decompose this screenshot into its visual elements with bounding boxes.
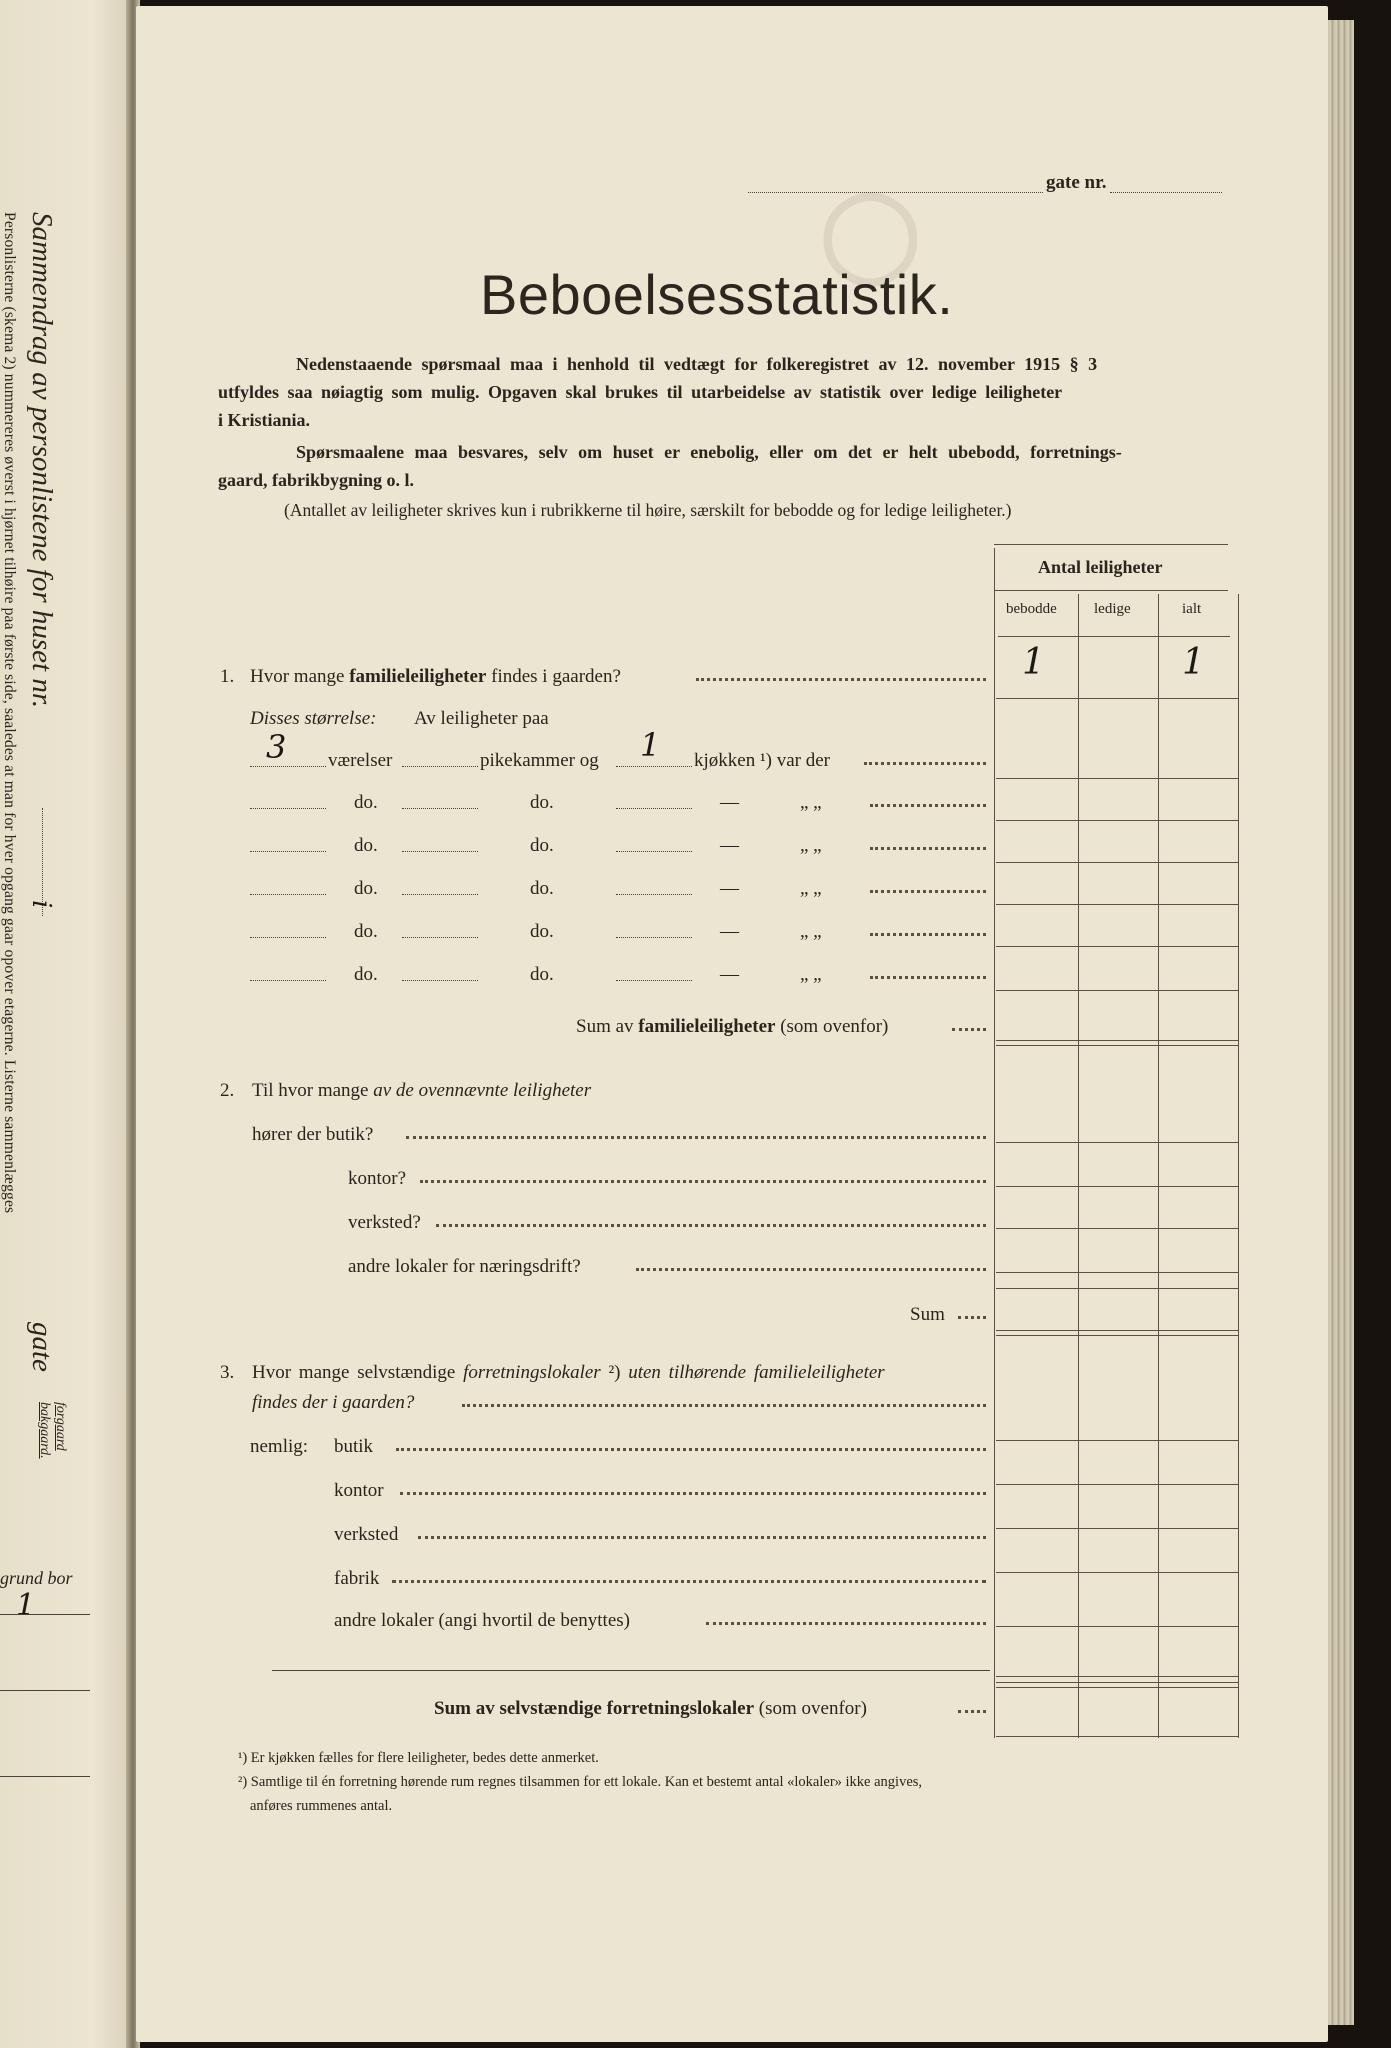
grund-bor-line xyxy=(0,1614,90,1615)
q1-size-text: Av leiligheter paa xyxy=(414,708,549,729)
left-rule-2 xyxy=(0,1776,90,1777)
left-rule-1 xyxy=(0,1690,90,1691)
background-stamp: ◯ xyxy=(820,183,921,283)
table-row-rule xyxy=(996,1626,1238,1627)
vaerelser-input-line xyxy=(250,766,326,767)
q2-sum-dots xyxy=(958,1316,986,1319)
q3-andre-dots xyxy=(706,1622,986,1625)
footnote-2-line2: anføres rummenes antal. xyxy=(250,1798,393,1814)
q3-fabrik-dots xyxy=(392,1580,986,1583)
table-row-rule xyxy=(996,1484,1238,1485)
q2-andre-dots xyxy=(636,1268,986,1271)
q3-andre-write-line xyxy=(272,1670,990,1671)
table-row-rule xyxy=(996,1440,1238,1441)
left-margin-title: Sammendrag av personlistene for huset nr. xyxy=(26,212,58,709)
left-margin-instruction: Personlisterne (skema 2) nummereres øverst i hjørnet tilhøire paa første side, saaledes at man for hver opgang gaar opover etagerne. Listerne sammenlægges xyxy=(1,212,18,1214)
table-row-rule xyxy=(996,990,1238,991)
q2-kontor: kontor? xyxy=(348,1168,407,1189)
q1-answer-ialt: 1 xyxy=(1182,642,1205,683)
q3-sum-dots xyxy=(958,1710,986,1713)
q3-sum: Sum av selvstændige forretningslokaler (som ovenfor) xyxy=(434,1698,867,1719)
forgaard-label: forgaard xyxy=(53,1402,68,1451)
q3-line2-dots xyxy=(462,1404,986,1407)
page-edges xyxy=(1328,20,1354,2025)
q2-question: Til hvor mange av de ovennævnte leiligheter xyxy=(252,1080,592,1101)
table-row-rule xyxy=(996,1288,1238,1289)
table-row-rule xyxy=(996,778,1238,779)
q3-andre: andre lokaler (angi hvortil de benyttes) xyxy=(334,1610,630,1631)
q3-kontor: kontor xyxy=(334,1480,384,1501)
table-row-rule xyxy=(996,862,1238,863)
gate-nr-dotline-2 xyxy=(1110,192,1222,193)
table-row-rule xyxy=(996,820,1238,821)
pikekammer-label: pikekammer og xyxy=(480,750,599,771)
table-row-rule xyxy=(996,1228,1238,1229)
intro-p2-line1: Spørsmaalene maa besvares, selv om huset er enebolig, eller om det er helt ubebodd, forretnings- xyxy=(296,442,1122,462)
bakgaard-label: bakgaard. xyxy=(37,1402,52,1459)
table-vline-1 xyxy=(1078,594,1079,1738)
gate-nr-label: gate nr. xyxy=(1046,172,1107,193)
kjokken-value: 1 xyxy=(640,726,661,764)
house-number-value: i xyxy=(26,900,56,909)
table-top-rule xyxy=(994,544,1228,545)
q2-butik-dots xyxy=(406,1136,986,1139)
q2-number: 2. xyxy=(220,1080,235,1101)
q3-kontor-dots xyxy=(400,1492,986,1495)
table-row-rule xyxy=(996,1572,1238,1573)
q1-size-label: Disses størrelse: xyxy=(250,708,377,729)
q1-question: Hvor mange familieleiligheter findes i gaarden? xyxy=(250,666,621,687)
table-bottom-rule xyxy=(996,1736,1238,1737)
table-row-rule xyxy=(996,1186,1238,1187)
col-ialt-header: ialt xyxy=(1182,601,1202,617)
table-row-rule xyxy=(996,1676,1238,1677)
vaerelser-value: 3 xyxy=(266,728,287,766)
q2-verksted: verksted? xyxy=(348,1212,421,1233)
table-row-rule xyxy=(996,1272,1238,1273)
grund-bor-label: grund bor xyxy=(0,1568,73,1588)
kjokken-input-line xyxy=(616,766,692,767)
q1-answer-bebodde: 1 xyxy=(1022,642,1045,683)
q3-number: 3. xyxy=(220,1362,235,1383)
table-title: Antal leiligheter xyxy=(1038,557,1163,577)
q2-verksted-dots xyxy=(436,1224,986,1227)
q1-sum-dots xyxy=(952,1028,986,1031)
table-vline-right xyxy=(1238,594,1239,1738)
intro-p1-line1: Nedenstaaende spørsmaal maa i henhold til vedtægt for folkeregistret av 12. november 1915 § 3 xyxy=(296,354,1098,374)
page-title: Beboelsesstatistik. xyxy=(480,263,954,326)
footnote-2-line1: ²) Samtlige til én forretning hørende rum regnes tilsammen for ett lokale. Kan et bestemt antal «lokaler» ikke angives, xyxy=(238,1774,923,1790)
table-row-rule xyxy=(996,904,1238,905)
gate-label: gate xyxy=(26,1322,58,1372)
col-bebodde-header: bebodde xyxy=(1006,601,1057,617)
intro-p1-line3: i Kristiania. xyxy=(218,410,311,430)
intro-p3: (Antallet av leiligheter skrives kun i rubrikkerne til høire, særskilt for bebodde og for ledige leiligheter.) xyxy=(284,500,1012,520)
vaerelser-label: værelser xyxy=(328,750,393,771)
gate-nr-dotline xyxy=(748,192,1043,193)
table-row-rule xyxy=(996,946,1238,947)
q3-fabrik: fabrik xyxy=(334,1568,380,1589)
q1-row-dots xyxy=(864,762,986,765)
table-sum1-double-rule xyxy=(996,1040,1238,1046)
left-page xyxy=(0,0,132,2048)
table-vline-2 xyxy=(1158,594,1159,1738)
q3-butik-dots xyxy=(396,1448,986,1451)
intro-p1-line2: utfyldes saa nøiagtig som mulig. Opgaven skal brukes til utarbeidelse av statistik over ledige leiligheter xyxy=(218,382,1063,402)
table-sum3-double-rule xyxy=(996,1682,1238,1688)
table-vline-left xyxy=(994,548,995,1738)
table-header-rule xyxy=(998,636,1230,637)
q2-kontor-dots xyxy=(420,1180,986,1183)
q1-number: 1. xyxy=(220,666,235,687)
q3-verksted: verksted xyxy=(334,1524,399,1545)
q1-leader-dots xyxy=(696,678,986,681)
footnote-1: ¹) Er kjøkken fælles for flere leiligheter, bedes dette anmerket. xyxy=(238,1750,599,1766)
table-row-rule xyxy=(996,1528,1238,1529)
q2-butik: hører der butik? xyxy=(252,1124,374,1145)
table-sum2-double-rule xyxy=(996,1330,1238,1336)
table-row-rule xyxy=(996,1142,1238,1143)
col-ledige-header: ledige xyxy=(1094,601,1131,617)
q2-sum: Sum xyxy=(910,1304,945,1325)
q3-butik: butik xyxy=(334,1436,374,1457)
table-row-rule xyxy=(996,698,1238,699)
kjokken-label: kjøkken ¹) var der xyxy=(694,750,831,771)
q2-andre: andre lokaler for næringsdrift? xyxy=(348,1256,581,1277)
q3-question: Hvor mange selvstændige forretningslokaler ²) uten tilhørende familieleiligheter xyxy=(252,1362,885,1383)
q1-sum: Sum av familieleiligheter (som ovenfor) xyxy=(576,1016,889,1037)
table-title-rule xyxy=(994,590,1228,591)
q3-verksted-dots xyxy=(418,1536,986,1539)
pikekammer-input-line xyxy=(402,766,478,767)
intro-p2-line2: gaard, fabrikbygning o. l. xyxy=(218,470,415,490)
q3-question-line2: findes der i gaarden? xyxy=(252,1392,415,1413)
q3-nemlig: nemlig: xyxy=(250,1436,309,1457)
grund-bor-value: 1 xyxy=(16,1588,36,1623)
